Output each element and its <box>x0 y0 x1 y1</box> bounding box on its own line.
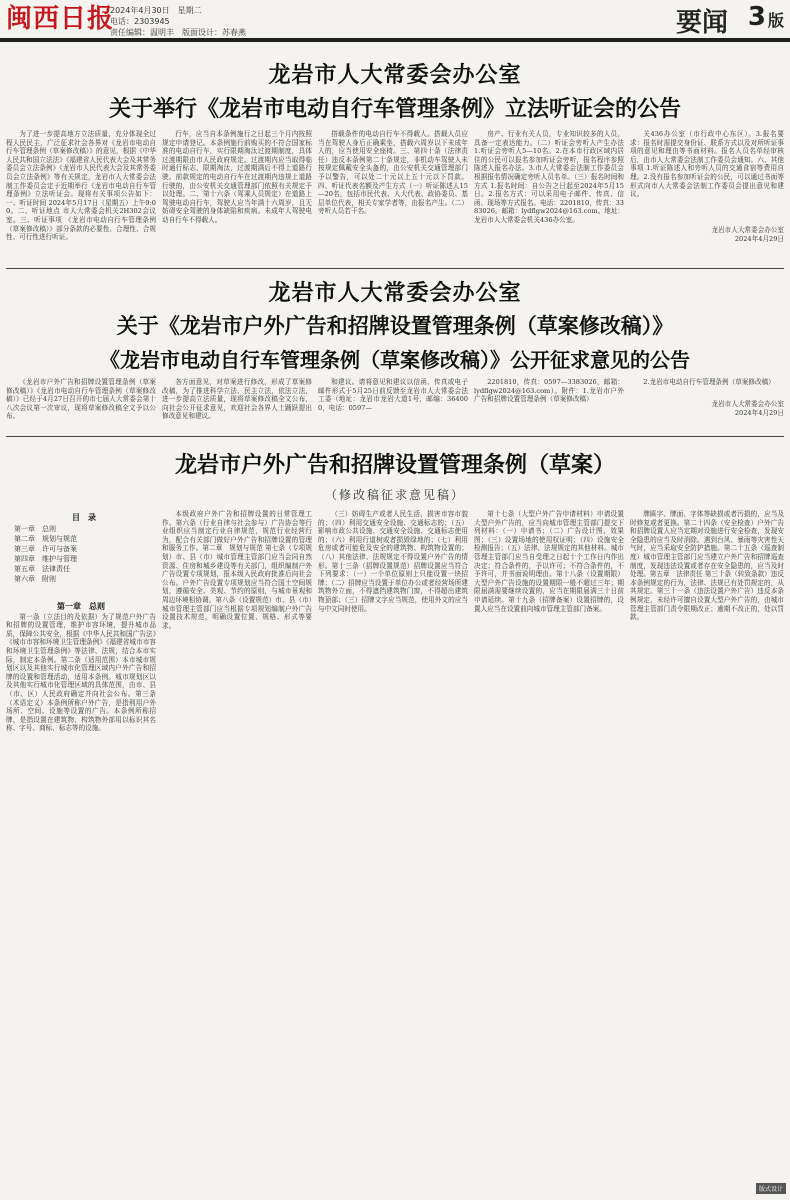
notice1-column-2: 行车，应当自本条例施行之日起三个月内按照规定申请登记。本条例施行前购买的不符合国家标准的电动自行车，实行限期淘汰过渡期制度，具体过渡期限由市人民政府规定。过渡期内应当取得临时通行标志，限期淘汰，过渡期满后不得上道路行驶。前款规定的电动自行车在过渡期内违规上道路行驶的，由公安机关交通管理部门依照有关规定予以处理。二、第十六条（驾乘人员规定）在道路上驾驶电动自行车，驾驶人应当年满十六周岁，且无妨碍安全驾驶的身体缺陷和疾病。未成年人驾驶电动自行车不得载人。 <box>162 130 312 224</box>
notice2-title-line1: 龙岩市人大常委会办公室 <box>268 281 522 306</box>
editor-credits: 责任编辑：温明丰 版面设计：苏春燕 <box>110 28 246 37</box>
divider <box>6 436 784 437</box>
notice1-title-line2: 关于举行《龙岩市电动自行车管理条例》立法听证会的公告 <box>108 97 681 122</box>
article-column-4: 第十七条（大型户外广告申请材料）申请设置大型户外广告的，应当向城市管理主管部门提交下列材料：（一）申请书；（二）广告设计图、效果图；（三）设置场地的使用权证明；（四）设施安全检测报告；（五）法律、法规规定的其他材料。城市管理主管部门应当自受理之日起十个工作日内作出决定；符合条件的，予以许可；不符合条件的，不予许可，并书面说明理由。第十八条（设置期限）大型户外广告设施的设置期限一般不超过三年；期限届满需要继续设置的，应当在期限届满三十日前申请延续。第十九条（招牌备案）设置招牌的，设置人应当在设置前向城市管理主管部门备案。 <box>474 510 624 613</box>
notice2-date: 2024年4月29日 <box>734 408 784 417</box>
article-column-2: 本级政府户外广告和招牌设置的日常管理工作。第六条（行业自律与社会参与）广告协会等行业组织应当制定行业自律规范，规范行业经营行为，配合有关部门做好户外广告和招牌设置的管理和服务工作。第二章 规划与规范 第七条（专项规划）市、县（市）城市管理主管部门应当会同自然资源、住房和城乡建设等有关部门，组织编制户外广告设置专项规划，报本级人民政府批准后向社会公布。户外广告设置专项规划应当符合国土空间规划，遵循安全、美观、节约的原则，与城市景观和周边环境相协调。第八条（设置规范）市、县（市）城市管理主管部门应当根据专项规划编制户外广告设置技术规范，明确设置位置、规格、形式等要求。 <box>162 510 312 630</box>
notice1-date: 2024年4月29日 <box>734 234 784 243</box>
notice2-column-3: 和建议。请将意见和建议以信函、传真或电子邮件形式于5月25日前反馈至龙岩市人大常委会法工委（地址：龙岩市龙岩大道1号，邮编：364000，电话：0597— <box>318 378 468 412</box>
toc-item: 第一章 总则 <box>14 525 56 533</box>
notice1-column-4: 房产、行业有关人员，专业知识较多的人员，具备一定表达能力。（二）听证会旁听人产生办法 1.听证会旁听人5—10名。2.在本市行政区域内居住的公民可以报名参加听证会旁听，报名程序参照陈述人报名办法。3.市人大常委会法制工作委员会根据报名情况确定旁听人员名单。（三）报名时间和方式 1.报名时间：自公告之日起至2024年5月15日。2.报名方式：可以采用电子邮件、传真、信函、现场等方式报名。电话：2201810，传真：3383026。邮箱：lydflgw2024@163.com。地址：龙岩市人大常委会机关436办公室。 <box>474 130 624 224</box>
layout-badge: 版式设计 <box>756 1183 786 1194</box>
notice2-signature-block <box>630 400 784 417</box>
table-of-contents <box>14 510 154 584</box>
masthead-rule <box>0 38 790 42</box>
notice1-title-line1: 龙岩市人大常委会办公室 <box>268 63 522 88</box>
toc-item: 第二章 规划与规范 <box>14 535 77 543</box>
notice1-column-1: 为了进一步提高地方立法质量，充分体现全过程人民民主，广泛征求社会各界对《龙岩市电动自行车管理条例（草案修改稿）》的意见，根据《中华人民共和国立法法》《福建省人民代表大会及其常务委员会立法条例》《龙岩市人民代表大会及其常务委员会立法条例》等有关规定，龙岩市人大常委会法制工作委员会定于近期举行《龙岩市电动自行车管理条例》立法听证会。现将有关事项公告如下：一、听证时间 2024年5月17日（星期五）上午9:00。二、听证地点 市人大常委会机关2H302会议室。三、听证事项 《龙岩市电动自行车管理条例（草案修改稿）》部分条款的必要性、合理性、合规性、可行性进行听证。 <box>6 130 156 242</box>
newsroom-phone: 电话：2303945 <box>110 17 170 26</box>
article-subtitle: （修改稿征求意见稿） <box>324 488 465 502</box>
page-number: 3 <box>747 2 766 32</box>
toc-heading: 目 录 <box>72 512 96 522</box>
section-name: 要闻 <box>675 8 728 38</box>
article-title: 龙岩市户外广告和招牌设置管理条例（草案） <box>174 453 615 478</box>
article-column-1: 第一章 总则 第一条（立法目的及依据）为了规范户外广告和招牌的设置管理，维护市容环境，提升城市品质，保障公共安全，根据《中华人民共和国广告法》《城市市容和环境卫生管理条例》《福建省城市市容和环境卫生管理条例》等法律、法规，结合本市实际，制定本条例。第二条（适用范围）本市城市规划区以及其他实行城市化管理区域内户外广告和招牌的设置和管理活动，适用本条例。城市规划区以及其他实行城市化管理区域的具体范围，由市、县（市、区）人民政府确定并向社会公布。第三条（术语定义）本条例所称户外广告，是指利用户外场所、空间、设施等设置的广告。本条例所称招牌，是指设置在建筑物、构筑物外部用以标识其名称、字号、商标、标志等的设施。 <box>6 601 156 733</box>
notice2-title-line3: 《龙岩市电动自行车管理条例（草案修改稿）》公开征求意见的公告 <box>100 348 690 372</box>
edition-label: 版 <box>767 11 784 30</box>
issue-date: 2024年4月30日 星期二 <box>110 6 202 15</box>
masthead-meta <box>110 5 246 38</box>
toc-item: 第四章 维护与管理 <box>14 555 77 563</box>
notice2-column-4: 2201810，传真：0597—3383026，邮箱：lydflgw2024@163.com）。附件：1.龙岩市户外广告和招牌设置管理条例（草案修改稿） <box>474 378 624 404</box>
notice1-signature: 龙岩市人大常委会办公室 <box>711 226 784 234</box>
notice2-column-1: 《龙岩市户外广告和招牌设置管理条例（草案修改稿）》《龙岩市电动自行车管理条例（草案修改稿）》已经于4月27日召开的市七届人大常委会第十八次会议第一次审议，现将草案修改稿全文予以公布。 <box>6 378 156 421</box>
notice2-column-2: 各方面意见，对草案进行修改，形成了草案修改稿，为了推进科学立法、民主立法，依法立法，进一步提高立法质量，现将草案修改稿全文公布，向社会公开征求意见，欢迎社会各界人士踊跃提出修改意见和建议。 <box>162 378 312 421</box>
notice1-signature-block <box>630 226 784 243</box>
notice1-column-5: 关436办公室（市行政中心东区）。3.报名要求：报名时需提交身份证、联系方式以及对所听证事项的意见和理由等书面材料。报名人员名单经审核后，由市人大常委会法制工作委员会通知。六、其他事项 1.听证陈述人和旁听人员的交通食宿等费用自理。2.没有报名参加听证会的公民，可以通过书面等形式向市人大常委会法制工作委员会提出意见和建议。 <box>630 130 784 199</box>
article-column-3: （三）妨碍生产或者人民生活，损害市容市貌的；（四）利用交通安全设施、交通标志的；（五）影响市政公共设施、交通安全设施、交通标志使用的；（六）利用行道树或者损毁绿地的；（七）利用危房或者可能危及安全的建筑物、构筑物设置的；（八）其他法律、法规规定不得设置户外广告的情形。第十三条（招牌设置规范）招牌设置应当符合下列要求：（一）一个单位原则上只能设置一块招牌；（二）招牌应当设置于单位办公或者经营场所建筑物外立面，不得遮挡建筑物门窗，不得超出建筑物顶部；（三）招牌文字应当规范，使用外文的应当与中文同时使用。 <box>318 510 468 613</box>
toc-item: 第三章 许可与备案 <box>14 545 77 553</box>
toc-item: 第五章 法律责任 <box>14 565 70 573</box>
notice2-column-5: 2.龙岩市电动自行车管理条例（草案修改稿） <box>643 378 775 386</box>
toc-item: 第六章 附则 <box>14 575 56 583</box>
notice1-column-3: 搭载条件的电动自行车不得载人。搭载人员应当在驾驶人身后正确乘坐，搭载六周岁以下未成年人的，应当使用安全座椅。三、第四十条（法律责任）违反本条例第二十条规定，非机动车驾驶人未按规定佩戴安全头盔的，由公安机关交通管理部门予以警告，可以处二十元以上五十元以下罚款。四、听证代表名额及产生方式（一）听证陈述人15—20名，包括市民代表、人大代表、政协委员、基层单位代表，相关专家学者等，由报名产生。（二）旁听人员若干名。 <box>318 130 468 216</box>
chapter-heading: 第一章 总则 <box>57 601 105 611</box>
article-column-5: 牌匾字、牌面、字体等缺损或者污损的，应当及时修复或者更换。第二十四条（安全检查）户外广告和招牌设置人应当定期对设施进行安全检查，发现安全隐患的应当及时消除。遇到台风、暴雨等灾害性天气时，应当采取安全防护措施。第二十五条（巡查制度）城市管理主管部门应当建立户外广告和招牌巡查制度，发现违法设置或者存在安全隐患的，应当及时处理。第五章 法律责任 第三十条（转致条款）违反本条例规定的行为，法律、法规已有处罚规定的，从其规定。第三十一条（违法设置户外广告）违反本条例规定，未经许可擅自设置大型户外广告的，由城市管理主管部门责令限期改正；逾期不改正的，处以罚款。 <box>630 510 784 622</box>
notice2-signature: 龙岩市人大常委会办公室 <box>711 400 784 408</box>
masthead-logo: 闽西日报 <box>6 4 115 34</box>
notice2-title-line2: 关于《龙岩市户外广告和招牌设置管理条例（草案修改稿）》 <box>116 314 674 338</box>
divider <box>6 268 784 269</box>
